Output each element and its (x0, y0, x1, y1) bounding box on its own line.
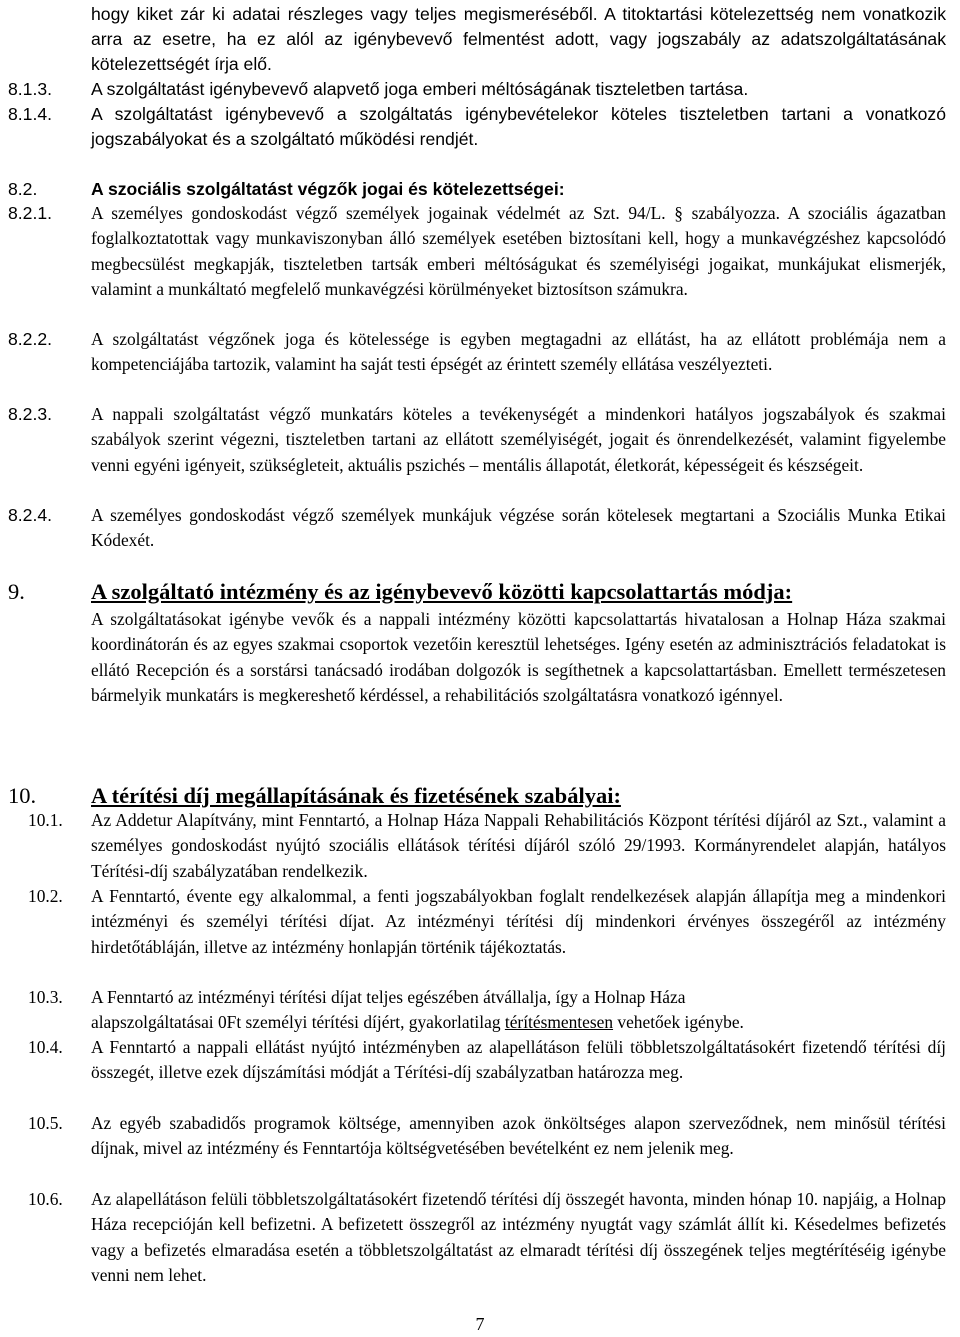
paragraph-text: hogy kiket zár ki adatai részleges vagy teljes megismeréséből. A titoktartási kötelezettség nem vonatkozik arra az esetre, ha ez alól az igénybevevő felmentést adott, vagy jogszabály az adatszolgáltatásának kötelezettségét írja elő. (91, 4, 946, 74)
paragraph-text: A szolgáltatásokat igénybe vevők és a nappali intézmény közötti kapcsolattartás hivatalosan a Holnap Háza szakmai koordinátorán és az egyes szakmai csoportok vezetőin keresztül lehetséges. Igény esetén az adminisztrációs feladatokat is ellátó Recepción és a sorstársi tanácsadó irodában dolgozók is segíthetnek a kapcsolattartásban. Emellett természetesen bármelyik munkatárs is megkereshető kérdéssel, a rehabilitációs szolgáltatásra vonatkozó igénnyel. (91, 609, 946, 705)
section-8-2-3 (8, 402, 946, 478)
section-number: 10.2. (28, 886, 63, 906)
section-8-2-1 (8, 201, 946, 302)
section-text: A szolgáltatást végzőnek joga és kötelessége is egyben megtagadni az ellátást, ha az ellátott problémája nem a kompetenciájába tartozik, valamint ha saját testi épségét az érintett személy ellátása veszélyezteti. (91, 329, 946, 375)
section-number: 8.2.2. (8, 329, 53, 349)
section-8-2-2 (8, 327, 946, 378)
section-8-1-4 (8, 102, 946, 152)
section-number: 8.2.3. (8, 404, 53, 424)
section-8-1-3 (8, 77, 946, 102)
section-number: 10.6. (28, 1189, 63, 1209)
section-text: Az egyéb szabadidős programok költsége, amennyiben azok önköltséges alapon szerveződnek, nem minősül térítési díjnak, mivel az intézmény és Fenntartója költségvetésében bevételként ez nem jelenik meg. (91, 1113, 946, 1159)
underlined-term: térítésmentesen (504, 1012, 614, 1033)
chapter-number: 9. (8, 579, 25, 604)
section-text: A nappali szolgáltatást végző munkatárs köteles a tevékenységét a mindenkori hatályos jogszabályok és szakmai szabályok szerint végezni, tiszteletben tartani az ellátott személyiségét, jogait és önrendelkezését, valamint figyelembe venni egyéni igényeit, szükségleteit, aktuális pszichés – mentális állapotát, életkorát, képességeit és készségeit. (91, 404, 946, 475)
page-number: 7 (475, 1314, 485, 1334)
section-10-2 (8, 884, 946, 960)
paragraph-continuation (8, 2, 946, 77)
section-8-2-4 (8, 503, 946, 554)
chapter-title: A térítési díj megállapításának és fizetésének szabályai: (91, 783, 621, 808)
section-10-1 (8, 808, 946, 884)
section-line-2 (91, 1010, 946, 1035)
section-line-2-a: alapszolgáltatásai 0Ft személyi térítési díjért, gyakorlatilag (91, 1012, 505, 1033)
section-8-2-heading (8, 177, 946, 202)
section-text: A személyes gondoskodást végző személyek jogainak védelmét az Szt. 94/L. § szabályozza. A szociális ágazatban foglalkoztatottak vagy munkaviszonyban álló személyek esetében biztosítani kell, hogy a munkavégzéshez kapcsolódó megbecsülést megkapják, tiszteletben tartsák emberi méltóságukat és személyiségi jogaikat, munkájukat elismerjék, valamint a munkáltató megfelelő munkavégzési körülményeket biztosítson számukra. (91, 203, 946, 299)
section-10-3 (8, 985, 946, 1036)
section-text: A szolgáltatást igénybevevő a szolgáltatás igénybevételekor köteles tiszteletben tartani a vonatkozó jogszabályokat és a szolgáltató működési rendjét. (91, 104, 946, 149)
section-number: 8.2.4. (8, 505, 53, 525)
section-number: 8.2.1. (8, 203, 53, 223)
section-number: 10.4. (28, 1037, 63, 1057)
section-line-2-b: vehetőek igénybe. (613, 1012, 744, 1033)
section-text: A szolgáltatást igénybevevő alapvető joga emberi méltóságának tiszteletben tartása. (91, 79, 749, 99)
chapter-10-heading (8, 781, 950, 811)
section-number: 8.1.3. (8, 79, 53, 99)
section-text (91, 985, 946, 1036)
section-number: 10.3. (28, 987, 63, 1007)
section-number: 8.2. (8, 179, 38, 199)
chapter-number: 10. (8, 783, 37, 808)
section-10-6 (8, 1187, 946, 1288)
section-number: 8.1.4. (8, 104, 53, 124)
section-text: A személyes gondoskodást végző személyek munkájuk végzése során kötelesek megtartani a Szociális Munka Etikai Kódexét. (91, 505, 946, 551)
section-text: A Fenntartó a nappali ellátást nyújtó intézményben az alapellátáson felüli többletszolgáltatásokért fizetendő térítési díj összegét, illetve ezek díjszámítási módját a Térítési-díj szabályzatban határozza meg. (91, 1037, 946, 1083)
section-heading: A szociális szolgáltatást végzők jogai és kötelezettségei: (91, 179, 565, 199)
section-number: 10.5. (28, 1113, 63, 1133)
section-10-4 (8, 1035, 946, 1086)
section-number: 10.1. (28, 810, 63, 830)
section-text: A Fenntartó, évente egy alkalommal, a fenti jogszabályokban foglalt rendelkezések alapján állapítja meg a mindenkori intézményi és személyi térítési díjat. Az intézményi térítési díj mindenkori érvényes összegéről az intézmény hirdetőtábláján, illetve az intézmény honlapján történik tájékoztatás. (91, 886, 946, 957)
section-10-5 (8, 1111, 946, 1162)
section-text: Az alapellátáson felüli többletszolgáltatásokért fizetendő térítési díj összegét havonta, minden hónap 10. napjáig, a Holnap Háza recepcióján kell befizetni. A befizetett összegről az intézmény nyugtát vagy számlát állít ki. Késedelmes befizetés vagy a befizetés elmaradása esetén a többletszolgáltatást az elmaradt térítési díj összegének teljes megtérítéséig igénybe venni nem lehet. (91, 1189, 946, 1285)
chapter-9-heading (8, 577, 950, 607)
section-text: Az Addetur Alapítvány, mint Fenntartó, a Holnap Háza Nappali Rehabilitációs Központ térítési díjáról az Szt., valamint a személyes gondoskodást nyújtó szociális ellátások térítési díjáról szóló 29/1993. Kormányrendelet alapján, hatályos Térítési-díj szabályzatában rendelkezik. (91, 810, 946, 881)
chapter-9-paragraph (8, 607, 946, 708)
chapter-title: A szolgáltató intézmény és az igénybevevő közötti kapcsolattartás módja: (91, 579, 793, 604)
section-line-1: A Fenntartó az intézményi térítési díjat teljes egészében átvállalja, így a Holnap Háza (91, 987, 686, 1007)
